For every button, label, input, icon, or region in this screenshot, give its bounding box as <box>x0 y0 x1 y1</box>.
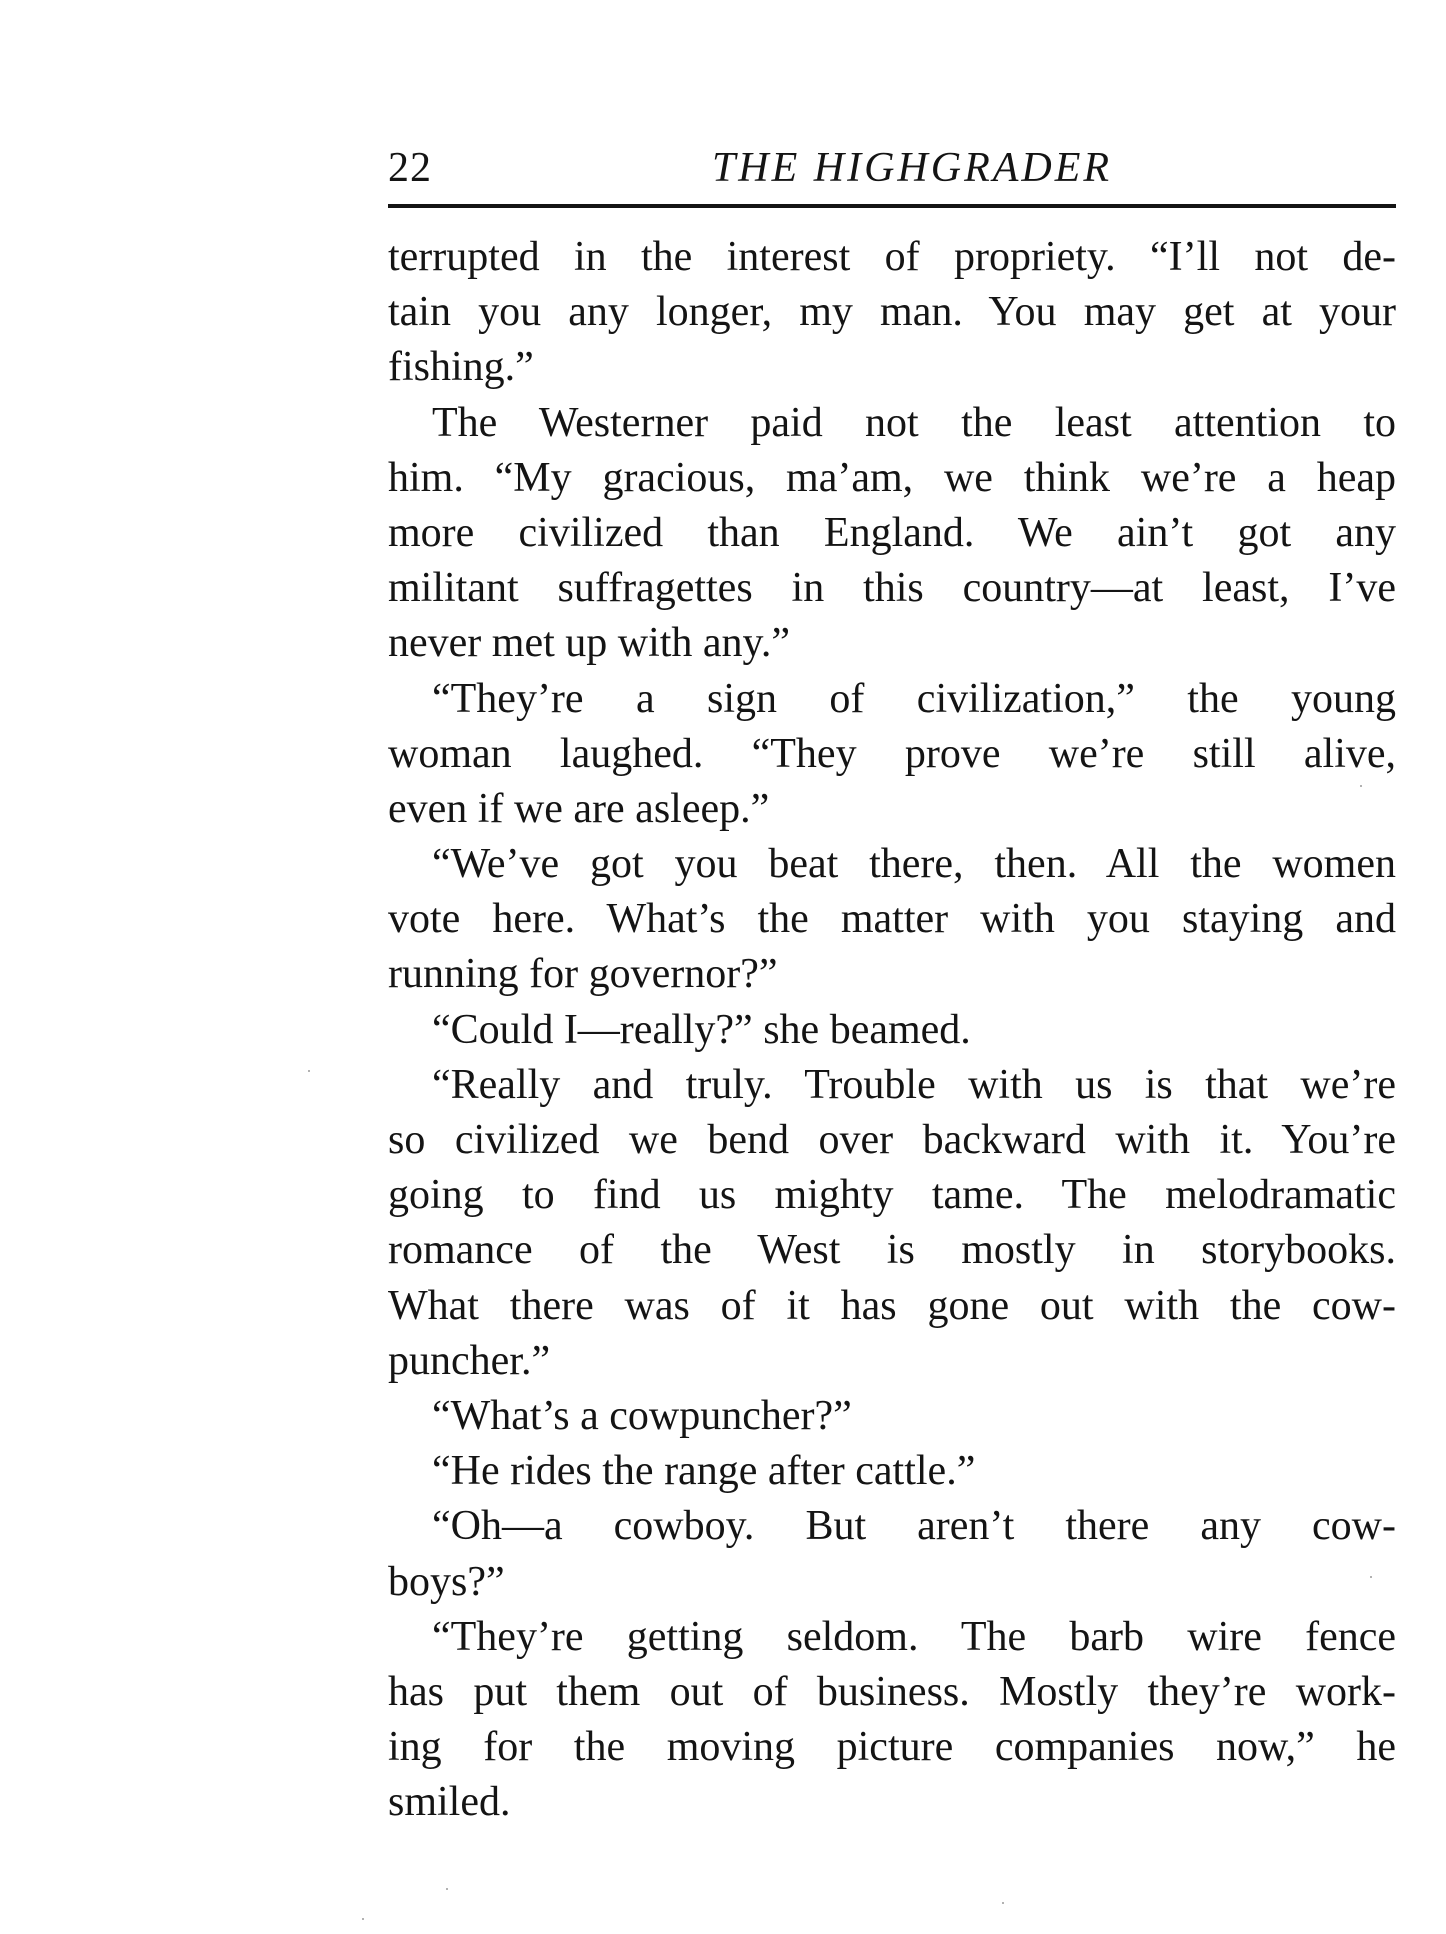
text-line: him. “My gracious, ma’am, we think we’re a heap <box>388 454 1396 501</box>
text-line: “Oh—a cowboy. But aren’t there any cow- <box>432 1503 1396 1550</box>
text-line: more civilized than England. We ain’t got any <box>388 509 1396 556</box>
paper-speck <box>308 1070 310 1072</box>
text-line: romance of the West is mostly in storybooks. <box>388 1227 1396 1274</box>
text-line: woman laughed. “They prove we’re still alive, <box>388 730 1396 777</box>
text-line: vote here. What’s the matter with you staying and <box>388 896 1396 943</box>
text-line: terrupted in the interest of propriety. “I’ll not de- <box>388 234 1396 280</box>
text-line: running for governor?” <box>388 951 778 998</box>
text-line: puncher.” <box>388 1337 551 1384</box>
running-title: THE HIGHGRADER <box>711 145 1113 191</box>
page-number: 22 <box>388 145 432 191</box>
paper-speck <box>1360 785 1362 787</box>
paper-speck <box>1002 1902 1004 1904</box>
header-rule <box>388 204 1396 208</box>
page-header <box>388 142 1396 194</box>
text-line: boys?” <box>388 1558 505 1605</box>
body-text <box>388 230 1396 1830</box>
paper-speck <box>1370 1576 1372 1578</box>
text-line: What there was of it has gone out with the cow- <box>388 1282 1396 1329</box>
text-line: “Could I—really?” she beamed. <box>432 1006 971 1053</box>
text-line: tain you any longer, my man. You may get at your <box>388 289 1396 336</box>
text-line: fishing.” <box>388 344 534 391</box>
text-line: going to find us mighty tame. The melodramatic <box>388 1172 1396 1219</box>
text-line: “They’re getting seldom. The barb wire fence <box>432 1613 1396 1660</box>
text-line: never met up with any.” <box>388 620 790 667</box>
text-line: smiled. <box>388 1779 511 1826</box>
text-line: “What’s a cowpuncher?” <box>432 1392 852 1439</box>
text-line: “They’re a sign of civilization,” the young <box>432 675 1396 722</box>
text-line: “He rides the range after cattle.” <box>432 1448 976 1495</box>
text-line: “We’ve got you beat there, then. All the women <box>432 841 1396 888</box>
paper-speck <box>446 1888 448 1890</box>
text-line: ing for the moving picture companies now,” he <box>388 1724 1396 1771</box>
text-line: militant suffragettes in this country—at least, I’ve <box>388 565 1396 612</box>
text-line: so civilized we bend over backward with it. You’re <box>388 1117 1396 1163</box>
text-line: even if we are asleep.” <box>388 785 770 832</box>
text-line: “Really and truly. Trouble with us is that we’re <box>432 1061 1396 1108</box>
text-line: has put them out of business. Mostly they’re work- <box>388 1668 1396 1715</box>
text-line: The Westerner paid not the least attention to <box>432 399 1396 446</box>
paper-speck <box>362 1918 364 1920</box>
